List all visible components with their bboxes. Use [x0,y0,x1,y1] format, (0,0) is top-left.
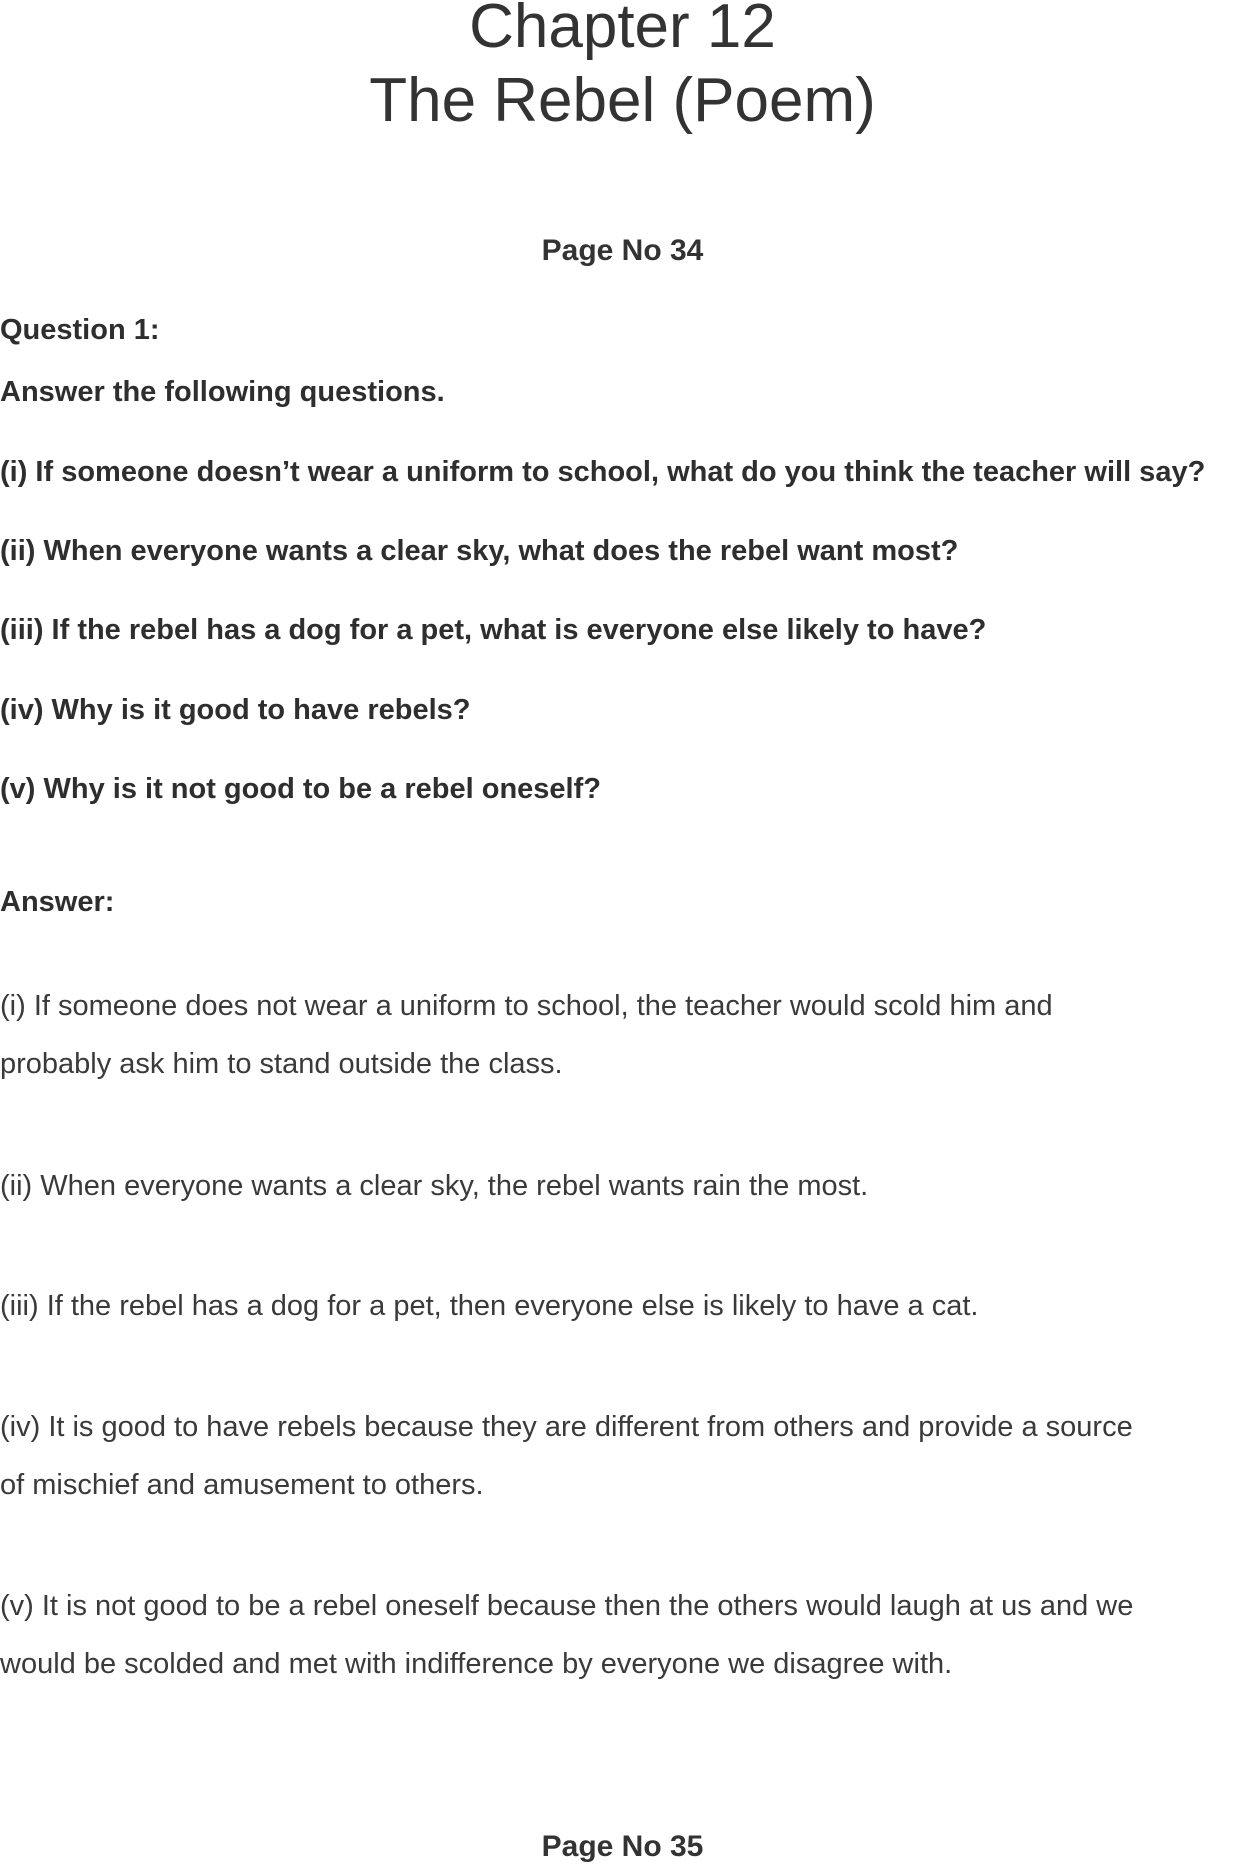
question-label: Question 1: [0,314,160,346]
question-item-1: (i) If someone doesn’t wear a uniform to school, what do you think the teacher will say? [0,456,1206,488]
question-item-5: (v) Why is it not good to be a rebel oneself? [0,773,601,805]
chapter-number: Chapter 12 [469,0,776,61]
answer-item-4-line-2: of mischief and amusement to others. [0,1469,484,1501]
question-item-4: (iv) Why is it good to have rebels? [0,694,471,726]
answer-item-1-line-1: (i) If someone does not wear a uniform to school, the teacher would scold him and [0,990,1053,1022]
question-item-2: (ii) When everyone wants a clear sky, what does the rebel want most? [0,535,959,567]
answer-item-2-line-1: (ii) When everyone wants a clear sky, the rebel wants rain the most. [0,1170,869,1202]
answer-label: Answer: [0,886,115,918]
answer-item-1-line-2: probably ask him to stand outside the class. [0,1048,563,1080]
answer-item-5-line-2: would be scolded and met with indifference by everyone we disagree with. [0,1648,953,1680]
answer-item-5-line-1: (v) It is not good to be a rebel oneself because then the others would laugh at us and we [0,1590,1134,1622]
answer-item-3-line-1: (iii) If the rebel has a dog for a pet, then everyone else is likely to have a cat. [0,1290,979,1322]
question-instruction: Answer the following questions. [0,376,445,408]
page-number-34: Page No 34 [541,234,704,267]
page-number-35: Page No 35 [541,1830,704,1863]
answer-item-4-line-1: (iv) It is good to have rebels because they are different from others and provide a source [0,1411,1133,1443]
chapter-title: The Rebel (Poem) [369,66,876,135]
question-item-3: (iii) If the rebel has a dog for a pet, what is everyone else likely to have? [0,614,987,646]
